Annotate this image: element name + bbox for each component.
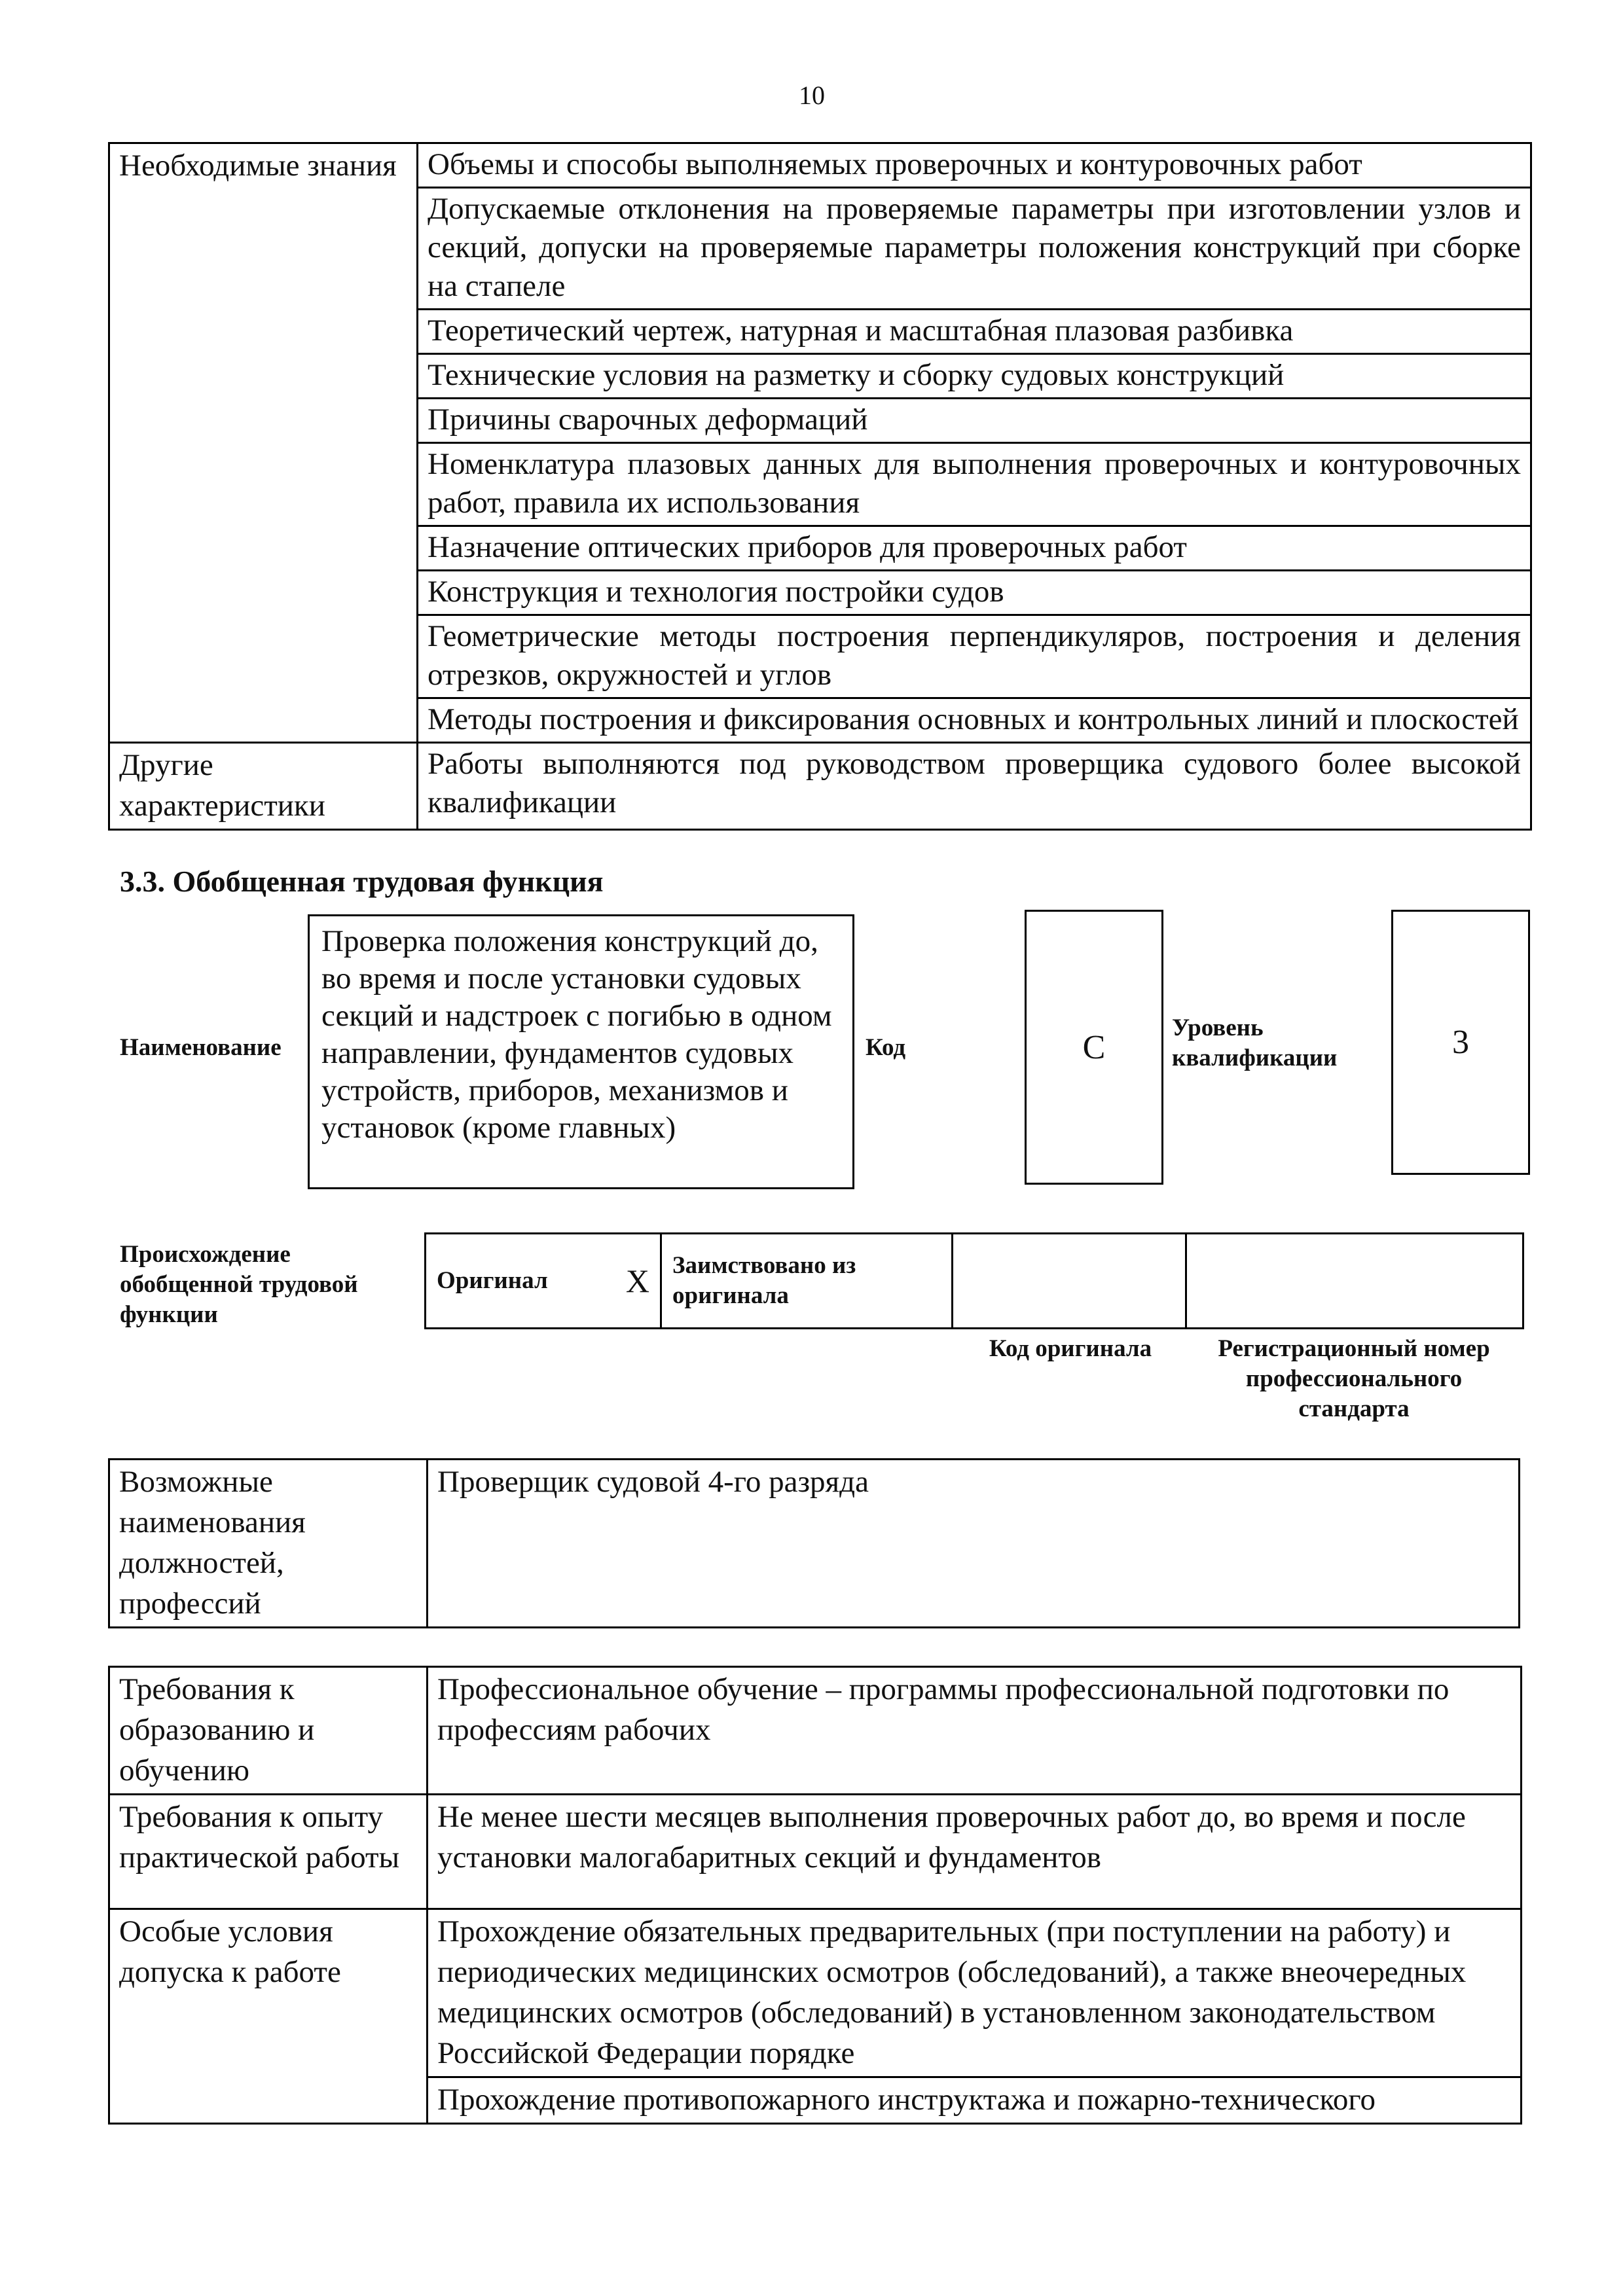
knowledge-item: Причины сварочных деформаций — [418, 399, 1531, 443]
knowledge-table — [108, 142, 1532, 831]
knowledge-item: Теоретический чертеж, натурная и масштабная плазовая разбивка — [418, 310, 1531, 354]
table-row — [109, 143, 1531, 188]
origin-reg-number-cell — [1186, 1234, 1523, 1329]
knowledge-item: Номенклатура плазовых данных для выполнения проверочных и контуровочных работ, правила их использования — [418, 443, 1531, 526]
origin-borrowed-cell — [661, 1234, 953, 1329]
table-row — [109, 1795, 1522, 1909]
level-label: Уровень квалификации — [1172, 1014, 1338, 1071]
code-box: С — [1025, 910, 1163, 1185]
origin-label: Происхождение обобщенной трудовой функции — [120, 1241, 358, 1328]
education-value: Профессиональное обучение – программы профессиональной подготовки по профессиям рабочих — [428, 1667, 1522, 1795]
table-row — [109, 1909, 1522, 2077]
page-number: 10 — [799, 81, 825, 110]
experience-label: Требования к опыту практической работы — [109, 1795, 428, 1909]
knowledge-item: Объемы и способы выполняемых проверочных и контуровочных работ — [418, 143, 1531, 188]
admission-value: Прохождение противопожарного инструктажа и пожарно-технического — [428, 2077, 1522, 2124]
other-value: Работы выполняются под руководством проверщика судового более высокой квалификации — [418, 743, 1531, 830]
experience-value: Не менее шести месяцев выполнения проверочных работ до, во время и после установки малогабаритных секций и фундаментов — [428, 1795, 1522, 1909]
name-box: Проверка положения конструкций до, во время и после установки судовых секций и надстроек с погибью в одном направлении, фундаментов судовых устройств, приборов, механизмов и установок (кроме главных) — [308, 914, 854, 1189]
origin-code-cell — [953, 1234, 1186, 1329]
origin-table — [424, 1232, 1524, 1329]
admission-label: Особые условия допуска к работе — [109, 1909, 428, 2124]
code-original-caption: Код оригинала — [989, 1335, 1152, 1362]
positions-value: Проверщик судовой 4-го разряда — [428, 1460, 1520, 1628]
table-row — [109, 1460, 1520, 1628]
positions-label: Возможные наименования должностей, профессий — [109, 1460, 428, 1628]
knowledge-item: Конструкция и технология постройки судов — [418, 571, 1531, 615]
knowledge-item: Допускаемые отклонения на проверяемые параметры при изготовлении узлов и секций, допуски на проверяемые параметры положения конструкций при сборке на стапеле — [418, 188, 1531, 310]
positions-table — [108, 1458, 1520, 1628]
table-row — [109, 743, 1531, 830]
knowledge-item: Геометрические методы построения перпендикуляров, построения и деления отрезков, окружностей и углов — [418, 615, 1531, 698]
knowledge-item: Методы построения и фиксирования основных и контрольных линий и плоскостей — [418, 698, 1531, 743]
code-label: Код — [866, 1034, 906, 1061]
education-label: Требования к образованию и обучению — [109, 1667, 428, 1795]
origin-original-cell — [426, 1234, 661, 1329]
requirements-table — [108, 1666, 1522, 2125]
level-box: 3 — [1391, 910, 1530, 1175]
other-label: Другие характеристики — [109, 743, 418, 830]
section-heading: 3.3. Обобщенная трудовая функция — [120, 865, 604, 898]
reg-number-caption: Регистрационный номер профессионального стандарта — [1218, 1335, 1490, 1422]
table-row — [426, 1234, 1523, 1329]
admission-value: Прохождение обязательных предварительных (при поступлении на работу) и периодических медицинских осмотров (обследований), а также внеочередных медицинских осмотров (обследований) в установленном законодательством Российской Федерации порядке — [428, 1909, 1522, 2077]
borrowed-label: Заимствовано из оригинала — [672, 1252, 856, 1309]
original-label: Оригинал — [437, 1267, 548, 1294]
original-mark: X — [625, 1263, 649, 1299]
knowledge-item: Назначение оптических приборов для проверочных работ — [418, 526, 1531, 571]
knowledge-label: Необходимые знания — [109, 143, 418, 743]
table-row — [109, 1667, 1522, 1795]
knowledge-item: Технические условия на разметку и сборку судовых конструкций — [418, 354, 1531, 399]
name-label: Наименование — [120, 1034, 282, 1061]
